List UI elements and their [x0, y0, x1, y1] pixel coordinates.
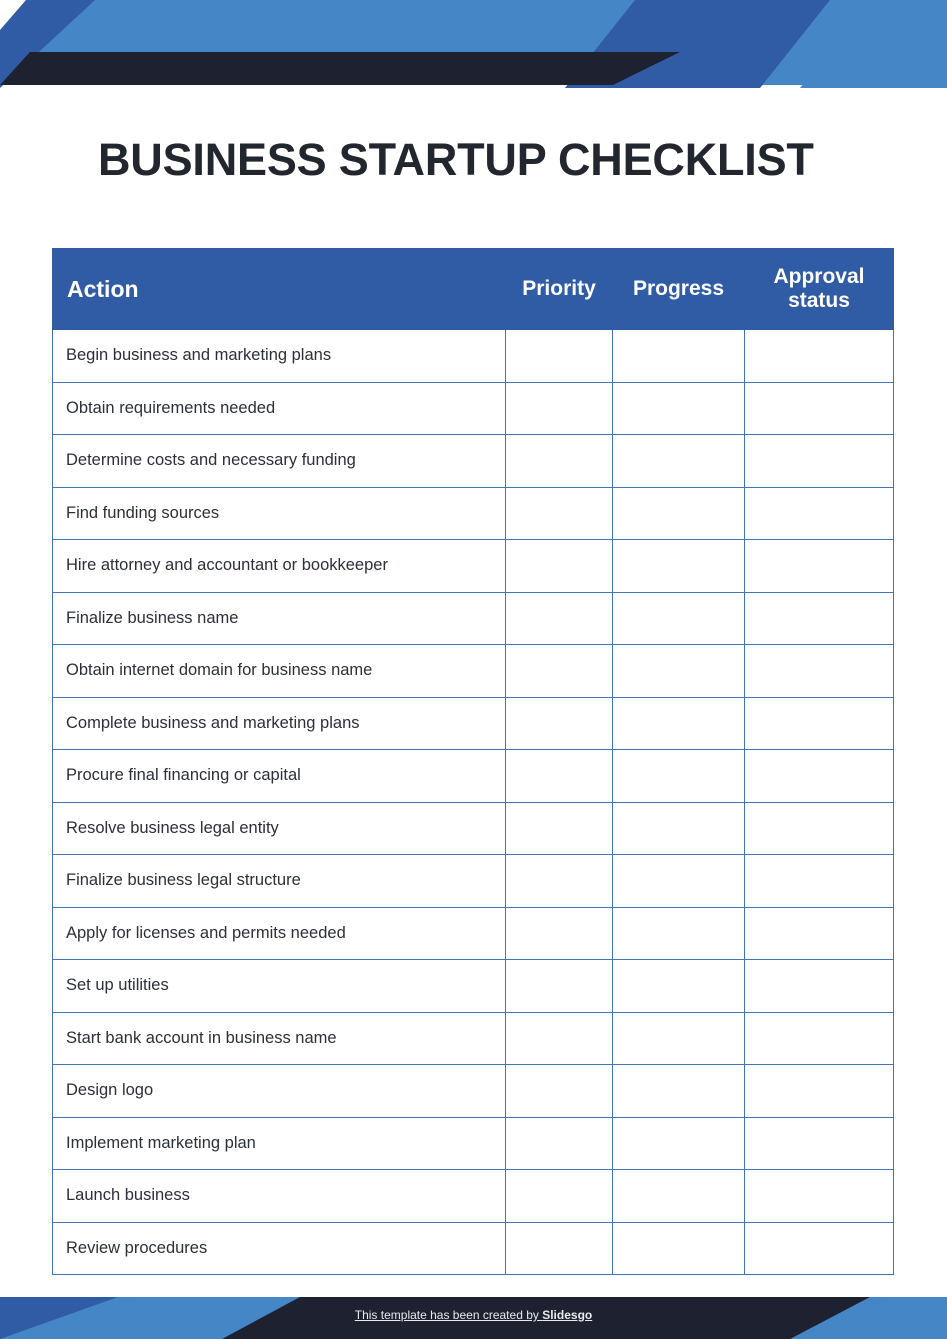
- table-body: [53, 330, 894, 1275]
- cell-approval[interactable]: [745, 750, 894, 803]
- cell-approval[interactable]: [745, 1222, 894, 1275]
- cell-approval[interactable]: [745, 1117, 894, 1170]
- table-row: [53, 540, 894, 593]
- cell-approval[interactable]: [745, 645, 894, 698]
- cell-action: Finalize business legal structure: [53, 855, 506, 908]
- cell-priority[interactable]: [506, 1117, 613, 1170]
- cell-priority[interactable]: [506, 802, 613, 855]
- cell-action: Procure final financing or capital: [53, 750, 506, 803]
- cell-progress[interactable]: [613, 1065, 745, 1118]
- cell-priority[interactable]: [506, 1012, 613, 1065]
- table-row: [53, 960, 894, 1013]
- cell-progress[interactable]: [613, 382, 745, 435]
- cell-progress[interactable]: [613, 645, 745, 698]
- table-row: [53, 1117, 894, 1170]
- cell-progress[interactable]: [613, 540, 745, 593]
- cell-priority[interactable]: [506, 907, 613, 960]
- table-header-row: [53, 249, 894, 330]
- cell-action: Launch business: [53, 1170, 506, 1223]
- checklist-table: [52, 248, 894, 1275]
- cell-progress[interactable]: [613, 1117, 745, 1170]
- table-row: [53, 1012, 894, 1065]
- cell-progress[interactable]: [613, 960, 745, 1013]
- top-band-shapes: [0, 0, 947, 88]
- cell-approval[interactable]: [745, 435, 894, 488]
- table-row: [53, 697, 894, 750]
- cell-progress[interactable]: [613, 330, 745, 383]
- table-row: [53, 907, 894, 960]
- cell-progress[interactable]: [613, 907, 745, 960]
- cell-progress[interactable]: [613, 435, 745, 488]
- cell-action: Find funding sources: [53, 487, 506, 540]
- top-decorative-band: [0, 0, 947, 88]
- cell-progress[interactable]: [613, 697, 745, 750]
- column-header-approval-status: Approval status: [745, 249, 894, 330]
- cell-approval[interactable]: [745, 330, 894, 383]
- cell-approval[interactable]: [745, 697, 894, 750]
- column-header-progress: Progress: [613, 249, 745, 330]
- cell-action: Set up utilities: [53, 960, 506, 1013]
- footer-brand-slidesgo[interactable]: Slidesgo: [542, 1308, 593, 1322]
- cell-priority[interactable]: [506, 1065, 613, 1118]
- column-header-action: Action: [53, 249, 506, 330]
- cell-action: Resolve business legal entity: [53, 802, 506, 855]
- cell-progress[interactable]: [613, 855, 745, 908]
- table-row: [53, 435, 894, 488]
- cell-priority[interactable]: [506, 750, 613, 803]
- footer-credit: [0, 1308, 947, 1322]
- cell-approval[interactable]: [745, 855, 894, 908]
- cell-action: Design logo: [53, 1065, 506, 1118]
- cell-approval[interactable]: [745, 1065, 894, 1118]
- cell-approval[interactable]: [745, 540, 894, 593]
- cell-action: Obtain requirements needed: [53, 382, 506, 435]
- cell-action: Obtain internet domain for business name: [53, 645, 506, 698]
- cell-approval[interactable]: [745, 907, 894, 960]
- table-row: [53, 1065, 894, 1118]
- table-row: [53, 592, 894, 645]
- table-row: [53, 750, 894, 803]
- cell-progress[interactable]: [613, 1012, 745, 1065]
- cell-priority[interactable]: [506, 645, 613, 698]
- cell-progress[interactable]: [613, 1222, 745, 1275]
- cell-progress[interactable]: [613, 750, 745, 803]
- cell-action: Apply for licenses and permits needed: [53, 907, 506, 960]
- table-row: [53, 382, 894, 435]
- cell-action: Start bank account in business name: [53, 1012, 506, 1065]
- cell-approval[interactable]: [745, 592, 894, 645]
- table-row: [53, 330, 894, 383]
- cell-progress[interactable]: [613, 1170, 745, 1223]
- cell-approval[interactable]: [745, 1170, 894, 1223]
- cell-approval[interactable]: [745, 802, 894, 855]
- cell-priority[interactable]: [506, 382, 613, 435]
- cell-priority[interactable]: [506, 1222, 613, 1275]
- table-row: [53, 645, 894, 698]
- cell-priority[interactable]: [506, 592, 613, 645]
- cell-approval[interactable]: [745, 1012, 894, 1065]
- cell-action: Hire attorney and accountant or bookkeeper: [53, 540, 506, 593]
- cell-approval[interactable]: [745, 382, 894, 435]
- cell-priority[interactable]: [506, 855, 613, 908]
- cell-action: Finalize business name: [53, 592, 506, 645]
- cell-priority[interactable]: [506, 540, 613, 593]
- cell-approval[interactable]: [745, 487, 894, 540]
- page-title: BUSINESS STARTUP CHECKLIST: [98, 134, 814, 185]
- cell-progress[interactable]: [613, 487, 745, 540]
- table-row: [53, 1170, 894, 1223]
- cell-priority[interactable]: [506, 435, 613, 488]
- footer-credit-prefix: This template has been created by: [354, 1308, 543, 1322]
- cell-action: Implement marketing plan: [53, 1117, 506, 1170]
- cell-priority[interactable]: [506, 330, 613, 383]
- table-row: [53, 1222, 894, 1275]
- cell-priority[interactable]: [506, 697, 613, 750]
- table-row: [53, 855, 894, 908]
- cell-progress[interactable]: [613, 802, 745, 855]
- cell-progress[interactable]: [613, 592, 745, 645]
- cell-action: Complete business and marketing plans: [53, 697, 506, 750]
- cell-priority[interactable]: [506, 487, 613, 540]
- table-header: [53, 249, 894, 330]
- cell-priority[interactable]: [506, 960, 613, 1013]
- table-row: [53, 487, 894, 540]
- cell-action: Begin business and marketing plans: [53, 330, 506, 383]
- cell-approval[interactable]: [745, 960, 894, 1013]
- cell-action: Determine costs and necessary funding: [53, 435, 506, 488]
- column-header-priority: Priority: [506, 249, 613, 330]
- top-band-navy-bar: [0, 52, 680, 85]
- table-row: [53, 802, 894, 855]
- cell-priority[interactable]: [506, 1170, 613, 1223]
- cell-action: Review procedures: [53, 1222, 506, 1275]
